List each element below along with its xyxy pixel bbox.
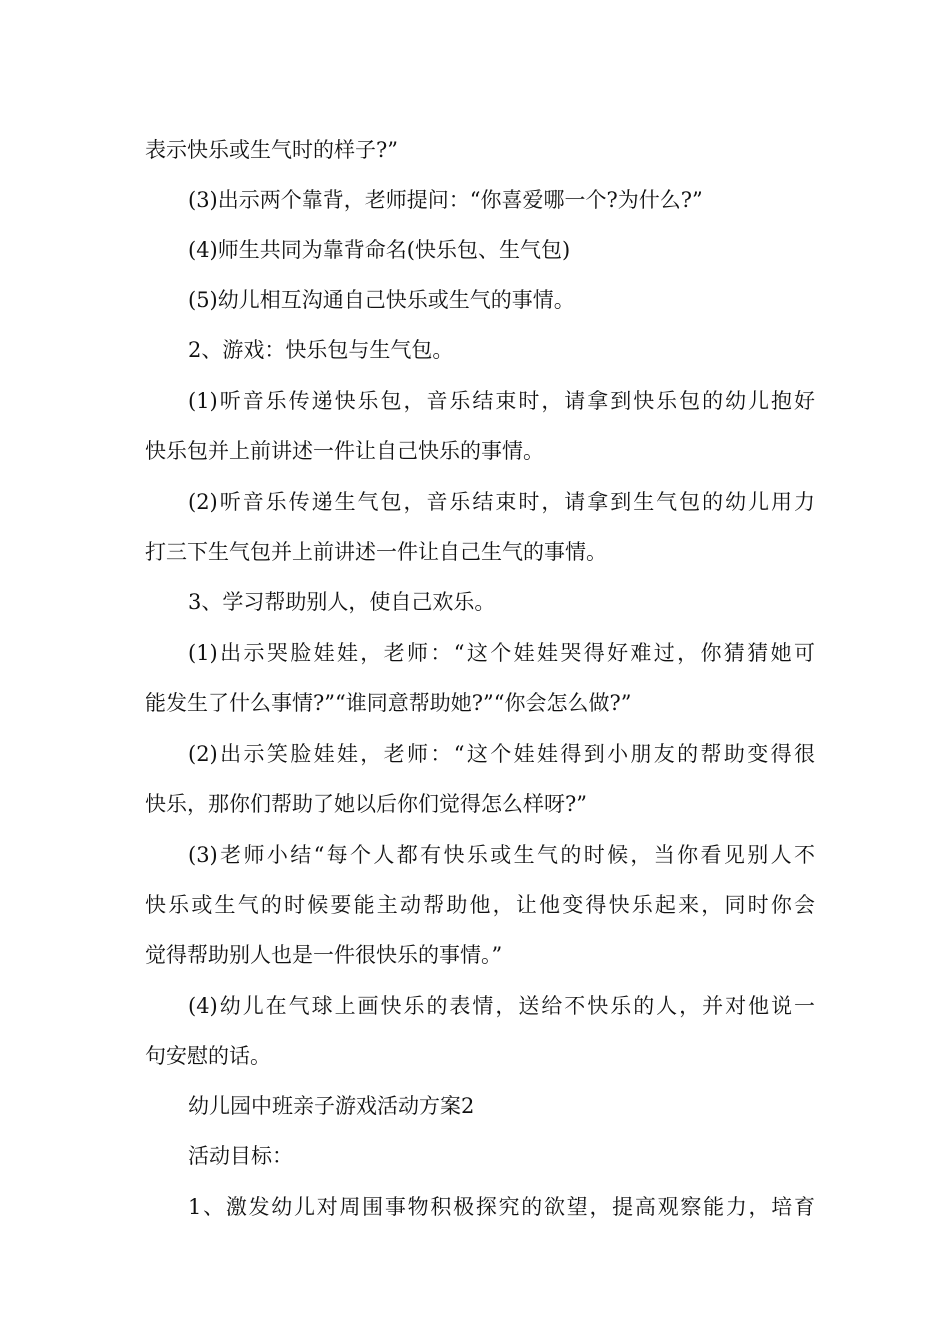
text-line: 觉得帮助别人也是一件很快乐的事情。” [145,943,503,967]
text-line: 打三下生气包并上前讲述一件让自己生气的事情。 [145,540,607,564]
text-line: 快乐包并上前讲述一件让自己快乐的事情。 [145,439,544,463]
text-line: (1)出示哭脸娃娃，老师：“这个娃娃哭得好难过，你猜猜她可 [188,641,815,665]
text-line: 1、激发幼儿对周围事物积极探究的欲望，提高观察能力，培育 [188,1195,815,1219]
text-line: (4)师生共同为靠背命名(快乐包、生气包) [188,238,571,262]
text-line: 表示快乐或生气时的样子?” [145,138,398,162]
text-line: (3)老师小结“每个人都有快乐或生气的时候，当你看见别人不 [188,843,815,867]
text-line: (1)听音乐传递快乐包，音乐结束时，请拿到快乐包的幼儿抱好 [188,389,815,413]
text-line: (2)出示笑脸娃娃，老师：“这个娃娃得到小朋友的帮助变得很 [188,742,815,766]
text-line: 句安慰的话。 [145,1044,271,1068]
document-title: 幼儿园中班亲子游戏活动方案2 [188,1094,475,1118]
section-heading: 2、游戏：快乐包与生气包。 [188,338,454,362]
text-line: (4)幼儿在气球上画快乐的表情，送给不快乐的人，并对他说一 [188,994,815,1018]
text-line: 快乐，那你们帮助了她以后你们觉得怎么样呀?” [145,792,587,816]
section-heading: 3、学习帮助别人，使自己欢乐。 [188,590,496,614]
text-line: 能发生了什么事情?”“谁同意帮助她?”“你会怎么做?” [145,691,632,715]
section-heading: 活动目标： [188,1144,293,1168]
text-line: (3)出示两个靠背，老师提问：“你喜爱哪一个?为什么?” [188,188,703,212]
text-line: 快乐或生气的时候要能主动帮助他，让他变得快乐起来，同时你会 [145,893,815,917]
text-line: (5)幼儿相互沟通自己快乐或生气的事情。 [188,288,575,312]
text-line: (2)听音乐传递生气包，音乐结束时，请拿到生气包的幼儿用力 [188,490,815,514]
